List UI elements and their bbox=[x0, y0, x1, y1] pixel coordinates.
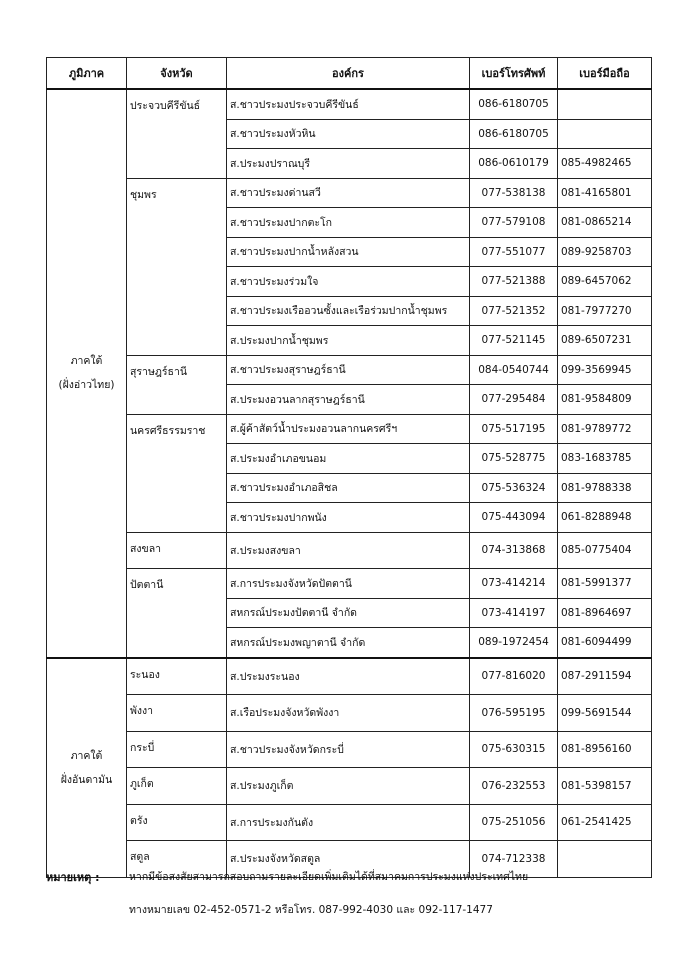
mobile-cell: 081-0865214 bbox=[558, 208, 652, 238]
table-row bbox=[47, 569, 652, 599]
phone-cell: 077-551077 bbox=[470, 237, 558, 267]
table-row bbox=[47, 695, 652, 732]
header-phone: เบอร์โทรศัพท์ bbox=[470, 58, 558, 90]
mobile-cell: 089-9258703 bbox=[558, 237, 652, 267]
table-row bbox=[47, 414, 652, 444]
organization-cell: ส.การประมงจังหวัดปัตตานี bbox=[227, 569, 470, 599]
mobile-cell: 081-5398157 bbox=[558, 768, 652, 805]
organization-cell: ส.ประมงภูเก็ต bbox=[227, 768, 470, 805]
table-row bbox=[47, 532, 652, 569]
province-cell: ประจวบคีรีขันธ์ bbox=[127, 89, 227, 178]
mobile-cell: 081-5991377 bbox=[558, 569, 652, 599]
region-cell-andaman bbox=[47, 658, 127, 878]
province-cell: ปัตตานี bbox=[127, 569, 227, 658]
table-row bbox=[47, 731, 652, 768]
province-cell: ตรัง bbox=[127, 804, 227, 841]
organization-cell: สหกรณ์ประมงปัตตานี จำกัด bbox=[227, 598, 470, 628]
mobile-cell: 081-8956160 bbox=[558, 731, 652, 768]
footnote-label: หมายเหตุ : bbox=[46, 871, 100, 884]
organization-cell: ส.ชาวประมงปากน้ำหลังสวน bbox=[227, 237, 470, 267]
mobile-cell: 081-9789772 bbox=[558, 414, 652, 444]
organization-cell: ส.ชาวประมงปากตะโก bbox=[227, 208, 470, 238]
phone-cell: 084-0540744 bbox=[470, 355, 558, 385]
province-cell: กระบี่ bbox=[127, 731, 227, 768]
phone-cell: 073-414197 bbox=[470, 598, 558, 628]
phone-cell: 076-232553 bbox=[470, 768, 558, 805]
mobile-cell: 061-8288948 bbox=[558, 503, 652, 533]
organization-cell: ส.ประมงอำเภอขนอม bbox=[227, 444, 470, 474]
phone-cell: 074-712338 bbox=[470, 841, 558, 878]
region-sublabel: ฝั่งอันดามัน bbox=[60, 773, 113, 786]
phone-cell: 089-1972454 bbox=[470, 628, 558, 658]
mobile-cell bbox=[558, 119, 652, 149]
phone-cell: 086-6180705 bbox=[470, 89, 558, 119]
region-cell-gulf bbox=[47, 89, 127, 658]
mobile-cell: 083-1683785 bbox=[558, 444, 652, 474]
mobile-cell: 085-4982465 bbox=[558, 149, 652, 179]
organization-cell: ส.ชาวประมงจังหวัดกระบี่ bbox=[227, 731, 470, 768]
organization-cell: สหกรณ์ประมงพญาตานี จำกัด bbox=[227, 628, 470, 658]
mobile-cell: 081-6094499 bbox=[558, 628, 652, 658]
organization-cell: ส.ผู้ค้าสัตว์น้ำประมงอวนลากนครศรีฯ bbox=[227, 414, 470, 444]
phone-cell: 075-536324 bbox=[470, 473, 558, 503]
phone-cell: 075-528775 bbox=[470, 444, 558, 474]
region-label: ภาคใต้ bbox=[70, 355, 103, 368]
table-row bbox=[47, 355, 652, 385]
province-cell: สุราษฎร์ธานี bbox=[127, 355, 227, 414]
organization-cell: ส.ชาวประมงด่านสวี bbox=[227, 178, 470, 208]
phone-cell: 073-414214 bbox=[470, 569, 558, 599]
organization-cell: ส.การประมงกันตัง bbox=[227, 804, 470, 841]
table-row bbox=[47, 804, 652, 841]
mobile-cell: 089-6457062 bbox=[558, 267, 652, 297]
organization-cell: ส.เรือประมงจังหวัดพังงา bbox=[227, 695, 470, 732]
phone-cell: 076-595195 bbox=[470, 695, 558, 732]
header-organization: องค์กร bbox=[227, 58, 470, 90]
phone-cell: 075-630315 bbox=[470, 731, 558, 768]
organization-cell: ส.ชาวประมงสุราษฎร์ธานี bbox=[227, 355, 470, 385]
mobile-cell: 081-9788338 bbox=[558, 473, 652, 503]
province-cell: นครศรีธรรมราช bbox=[127, 414, 227, 532]
organization-cell: ส.ประมงปากน้ำชุมพร bbox=[227, 326, 470, 356]
table-row bbox=[47, 178, 652, 208]
phone-cell: 074-313868 bbox=[470, 532, 558, 569]
mobile-cell: 089-6507231 bbox=[558, 326, 652, 356]
header-region: ภูมิภาค bbox=[47, 58, 127, 90]
phone-cell: 086-6180705 bbox=[470, 119, 558, 149]
region-sublabel: (ฝั่งอ่าวไทย) bbox=[58, 379, 115, 392]
province-cell: ชุมพร bbox=[127, 178, 227, 355]
footnote-contact-numbers: ทางหมายเลข 02-452-0571-2 หรือโทร. 087-992-4030 และ 092-117-1477 bbox=[129, 904, 493, 916]
footnote-text: หากมีข้อสงสัยสามารถสอบถามรายละเอียดเพิ่มเติมได้ที่สมาคมการประมงแห่งประเทศไทย bbox=[129, 871, 529, 883]
organization-cell: ส.ชาวประมงร่วมใจ bbox=[227, 267, 470, 297]
phone-cell: 077-538138 bbox=[470, 178, 558, 208]
table-header-row bbox=[47, 58, 652, 90]
organization-cell: ส.ชาวประมงปากพนัง bbox=[227, 503, 470, 533]
header-mobile: เบอร์มือถือ bbox=[558, 58, 652, 90]
table-row bbox=[47, 89, 652, 119]
mobile-cell bbox=[558, 89, 652, 119]
mobile-cell: 085-0775404 bbox=[558, 532, 652, 569]
organization-cell: ส.ประมงปราณบุรี bbox=[227, 149, 470, 179]
organization-cell: ส.ชาวประมงประจวบคีรีขันธ์ bbox=[227, 89, 470, 119]
province-cell: สตูล bbox=[127, 841, 227, 878]
mobile-cell: 087-2911594 bbox=[558, 658, 652, 695]
province-cell: สงขลา bbox=[127, 532, 227, 569]
province-cell: พังงา bbox=[127, 695, 227, 732]
header-province: จังหวัด bbox=[127, 58, 227, 90]
organization-cell: ส.ชาวประมงหัวหิน bbox=[227, 119, 470, 149]
mobile-cell: 081-7977270 bbox=[558, 296, 652, 326]
phone-cell: 077-521145 bbox=[470, 326, 558, 356]
organization-cell: ส.ประมงจังหวัดสตูล bbox=[227, 841, 470, 878]
province-cell: ภูเก็ต bbox=[127, 768, 227, 805]
mobile-cell: 081-4165801 bbox=[558, 178, 652, 208]
mobile-cell: 099-5691544 bbox=[558, 695, 652, 732]
mobile-cell: 081-9584809 bbox=[558, 385, 652, 415]
mobile-cell: 061-2541425 bbox=[558, 804, 652, 841]
table-row bbox=[47, 768, 652, 805]
phone-cell: 075-517195 bbox=[470, 414, 558, 444]
organization-cell: ส.ประมงระนอง bbox=[227, 658, 470, 695]
phone-cell: 077-295484 bbox=[470, 385, 558, 415]
organization-cell: ส.ประมงอวนลากสุราษฎร์ธานี bbox=[227, 385, 470, 415]
table-row bbox=[47, 658, 652, 695]
fishery-contacts-table bbox=[46, 57, 652, 878]
phone-cell: 077-521352 bbox=[470, 296, 558, 326]
phone-cell: 075-251056 bbox=[470, 804, 558, 841]
region-label: ภาคใต้ bbox=[70, 749, 103, 762]
phone-cell: 077-816020 bbox=[470, 658, 558, 695]
phone-cell: 075-443094 bbox=[470, 503, 558, 533]
organization-cell: ส.ชาวประมงอำเภอสิชล bbox=[227, 473, 470, 503]
mobile-cell: 081-8964697 bbox=[558, 598, 652, 628]
mobile-cell: 099-3569945 bbox=[558, 355, 652, 385]
mobile-cell bbox=[558, 841, 652, 878]
phone-cell: 077-579108 bbox=[470, 208, 558, 238]
phone-cell: 086-0610179 bbox=[470, 149, 558, 179]
organization-cell: ส.ประมงสงขลา bbox=[227, 532, 470, 569]
phone-cell: 077-521388 bbox=[470, 267, 558, 297]
province-cell: ระนอง bbox=[127, 658, 227, 695]
organization-cell: ส.ชาวประมงเรืออวนซั้งและเรือร่วมปากน้ำชุมพร bbox=[227, 296, 470, 326]
